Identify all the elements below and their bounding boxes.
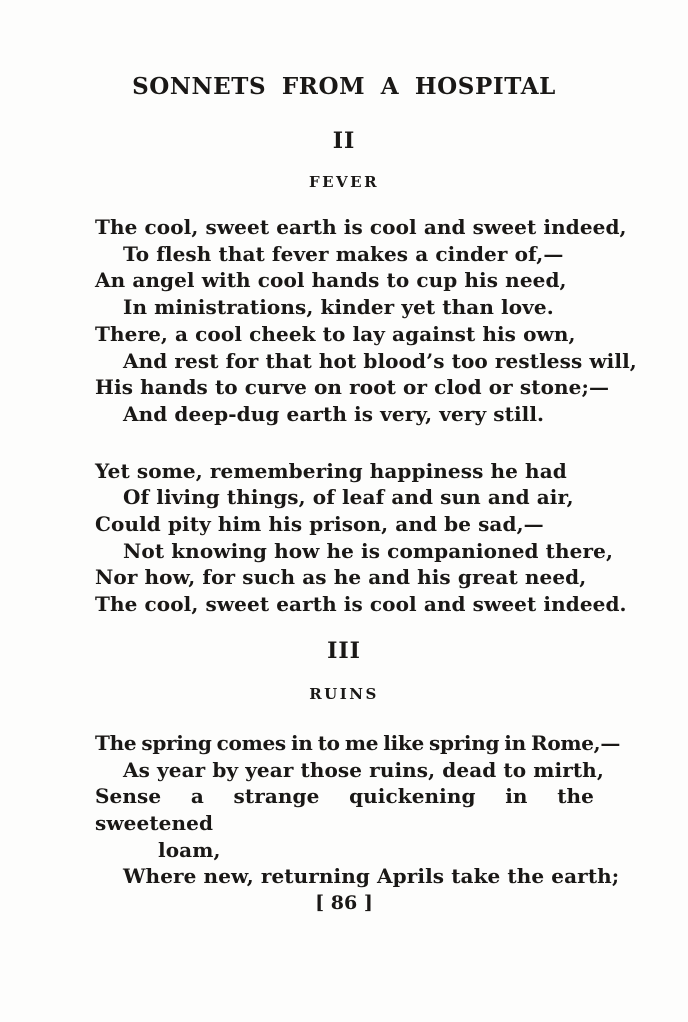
poem-section-iii <box>0 636 688 890</box>
poem-section-ii <box>0 126 688 618</box>
page-number: [ 86 ] <box>315 892 373 915</box>
poem-line: An angel with cool hands to cup his need, <box>95 268 567 293</box>
poem-line: The cool, sweet earth is cool and sweet indeed, <box>95 215 627 239</box>
poem-line: As year by year those ruins, dead to mirth, <box>123 757 604 782</box>
poem-line: There, a cool cheek to lay against his own, <box>95 321 576 346</box>
poem-line: Not knowing how he is companioned there, <box>123 538 614 563</box>
section-subtitle: RUINS <box>309 684 379 703</box>
stanza <box>0 458 688 618</box>
poem-line: Where new, returning Aprils take the earth; <box>123 864 620 889</box>
page-title: SONNETS FROM A HOSPITAL <box>132 73 556 100</box>
poem-line: And rest for that hot blood’s too restless will, <box>123 348 637 373</box>
sections <box>0 126 688 890</box>
stanza <box>0 214 688 428</box>
stanza <box>0 730 688 890</box>
poem-line: Nor how, for such as he and his great need, <box>95 565 587 590</box>
section-number: III <box>327 637 361 664</box>
poem-line: In ministrations, kinder yet than love. <box>123 295 554 320</box>
poem-line: The cool, sweet earth is cool and sweet indeed. <box>95 592 627 617</box>
poem-line: Sense a strange quickening in the sweetened <box>95 784 594 835</box>
poem-line: Could pity him his prison, and be sad,— <box>95 512 544 537</box>
section-subtitle: FEVER <box>308 173 380 191</box>
poem-line: Of living things, of leaf and sun and air, <box>123 485 574 510</box>
poem-line: Yet some, remembering happiness he had <box>95 458 567 483</box>
poem-line: To flesh that fever makes a cinder of,— <box>123 241 564 266</box>
section-number: II <box>332 128 356 154</box>
poem-line: And deep-dug earth is very, very still. <box>123 401 545 426</box>
poem-line: His hands to curve on root or clod or stone;— <box>95 375 610 400</box>
poem-line: loam, <box>158 837 221 862</box>
poem-line: The spring comes in to me like spring in Rome,— <box>95 730 621 755</box>
